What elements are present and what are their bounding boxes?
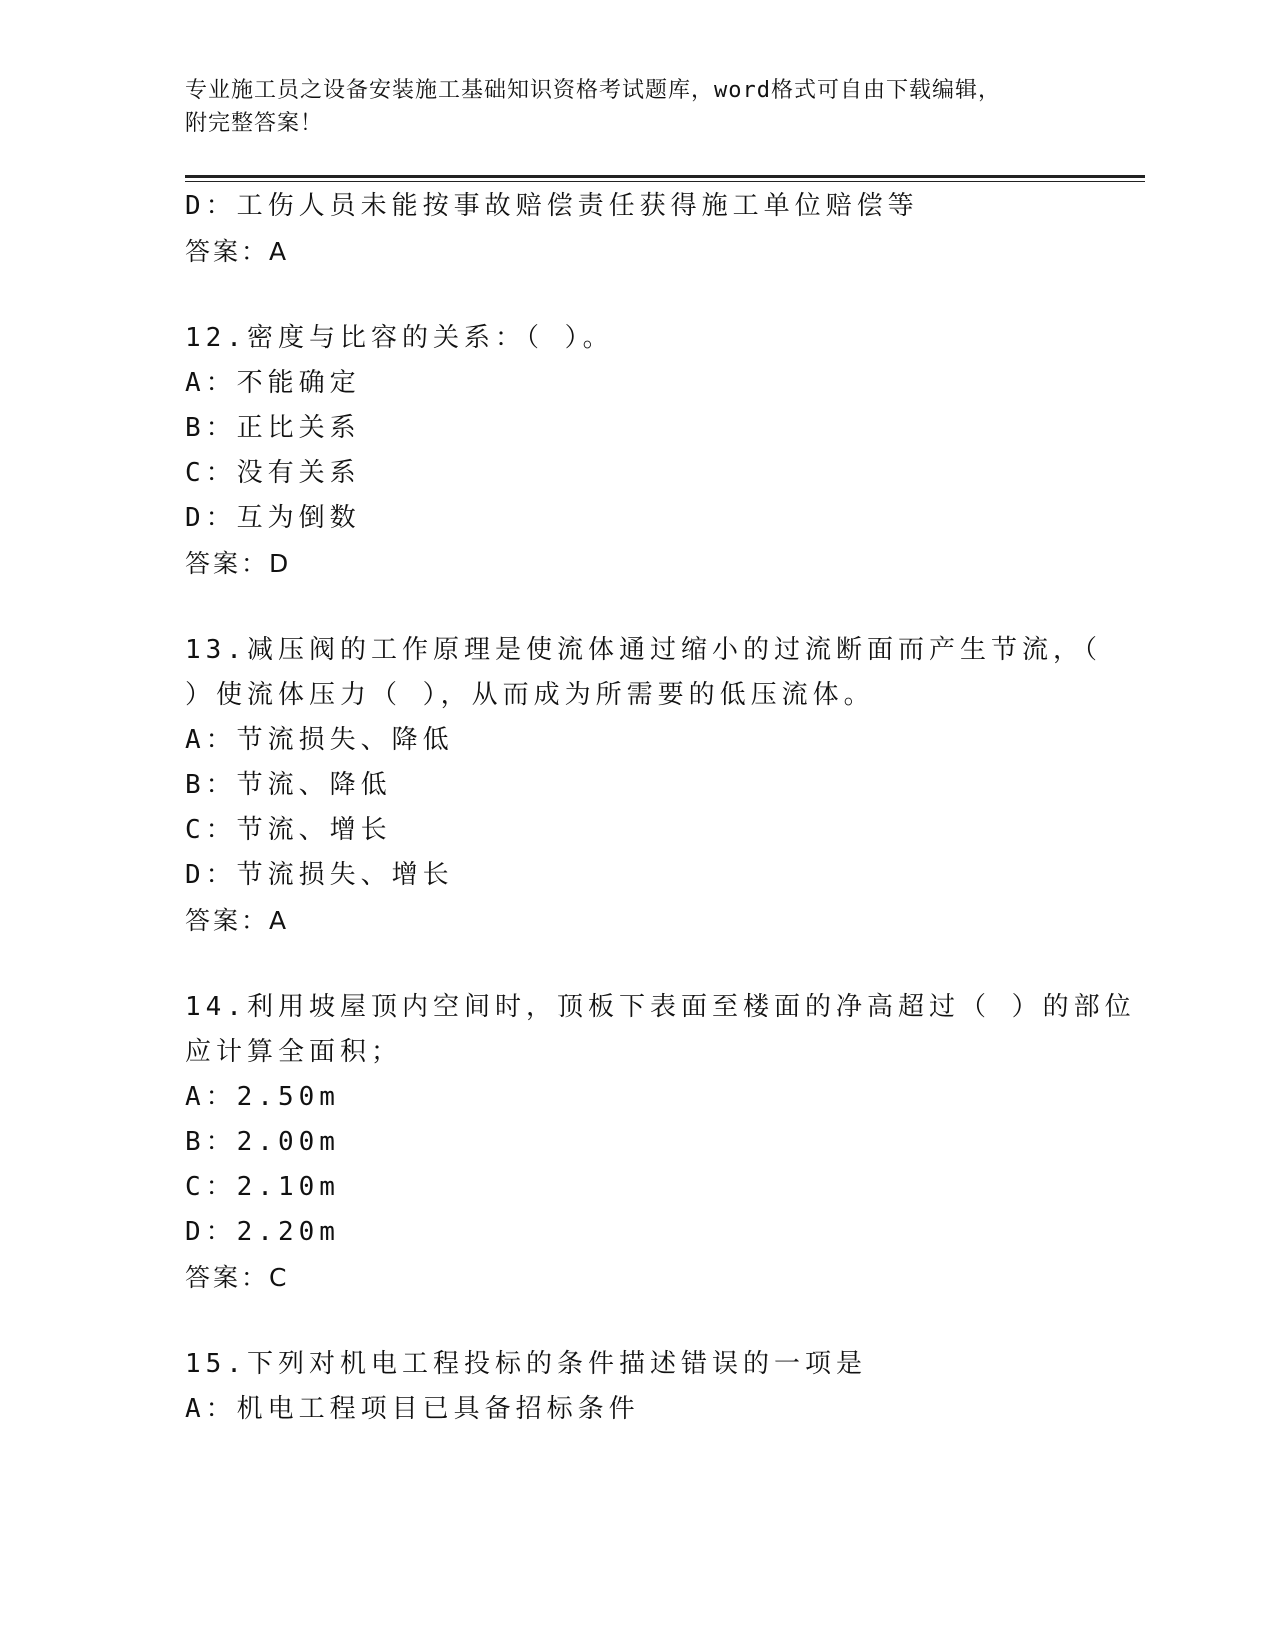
question-12 <box>185 316 1125 586</box>
option-d: D：2.20m <box>185 1217 340 1247</box>
option-b: B：节流、降低 <box>185 770 392 800</box>
question-stem-continued: 应计算全面积； <box>185 1037 403 1067</box>
question-stem: 14.利用坡屋顶内空间时，顶板下表面至楼面的净高超过（ ）的部位 <box>185 992 1136 1022</box>
question-stem: 13.减压阀的工作原理是使流体通过缩小的过流断面而产生节流，（ <box>185 635 1102 665</box>
question-13 <box>185 628 1125 943</box>
answer-line: 答案：D <box>185 549 292 578</box>
question-content <box>185 184 1136 1432</box>
answer-line: 答案：A <box>185 906 290 935</box>
spacer <box>185 943 1125 985</box>
option-a: A：节流损失、降低 <box>185 725 454 755</box>
question-stem-continued: ）使流体压力（ ），从而成为所需要的低压流体。 <box>185 680 875 710</box>
answer-line: 答案：C <box>185 1263 290 1292</box>
document-header <box>185 74 1065 140</box>
spacer <box>185 1300 1125 1342</box>
header-line-1: 专业施工员之设备安装施工基础知识资格考试题库，word格式可自由下载编辑， <box>185 78 1001 103</box>
option-a: A：机电工程项目已具备招标条件 <box>185 1394 640 1424</box>
option-c: C：没有关系 <box>185 458 361 488</box>
spacer <box>185 274 1125 316</box>
header-divider-thick <box>185 175 1145 178</box>
option-a: A：不能确定 <box>185 368 361 398</box>
option-d: D：互为倒数 <box>185 503 361 533</box>
question-stem: 12.密度与比容的关系：（ ）。 <box>185 323 614 353</box>
option-c: C：节流、增长 <box>185 815 392 845</box>
option-d: D：工伤人员未能按事故赔偿责任获得施工单位赔偿等 <box>185 191 919 221</box>
option-b: B：正比关系 <box>185 413 361 443</box>
question-14 <box>185 985 1136 1300</box>
header-line-2: 附完整答案！ <box>185 111 324 136</box>
option-a: A：2.50m <box>185 1082 340 1112</box>
question-15 <box>185 1342 1125 1432</box>
answer-line: 答案：A <box>185 237 290 266</box>
option-b: B：2.00m <box>185 1127 340 1157</box>
spacer <box>185 586 1125 628</box>
carryover-question <box>185 184 1125 274</box>
option-d: D：节流损失、增长 <box>185 860 454 890</box>
header-divider-thin <box>185 181 1145 182</box>
question-stem: 15.下列对机电工程投标的条件描述错误的一项是 <box>185 1349 867 1379</box>
option-c: C：2.10m <box>185 1172 340 1202</box>
